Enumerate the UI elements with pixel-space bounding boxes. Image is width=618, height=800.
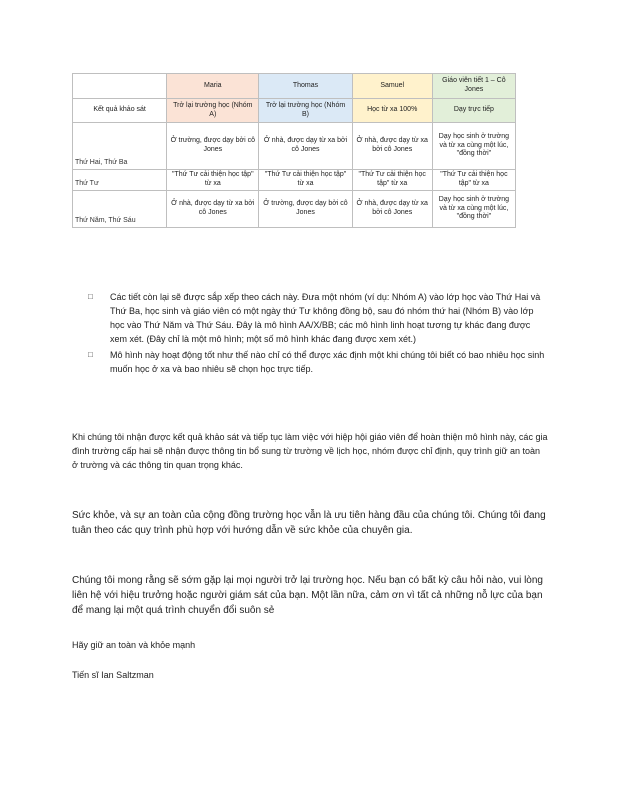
- list-item: [88, 290, 548, 346]
- schedule-table: [72, 73, 516, 228]
- table-cell: "Thứ Tư cải thiện học tập" từ xa: [352, 170, 432, 191]
- bullet-list: [88, 290, 548, 378]
- survey-results-label: Kết quả khảo sát: [73, 99, 167, 123]
- table-cell: "Thứ Tư cải thiện học tập" từ xa: [432, 170, 515, 191]
- table-cell: "Thứ Tư cải thiện học tập" từ xa: [259, 170, 352, 191]
- table-cell: Ở nhà, được dạy từ xa bởi cô Jones: [167, 191, 259, 228]
- table-row: [73, 191, 516, 228]
- table-cell: "Thứ Tư cải thiện học tập" từ xa: [167, 170, 259, 191]
- list-item: [88, 348, 548, 376]
- table-header-row: [73, 74, 516, 99]
- table-corner-cell: [73, 74, 167, 99]
- table-cell: Ở nhà, được dạy từ xa bởi cô Jones: [352, 123, 432, 170]
- table-cell: Ở nhà, được dạy từ xa bởi cô Jones: [259, 123, 352, 170]
- mode-maria: Trở lại trường học (Nhóm A): [167, 99, 259, 123]
- table-cell: Ở trường, được dạy bởi cô Jones: [259, 191, 352, 228]
- bullet-box-icon: □: [88, 350, 93, 359]
- table-cell: Ở trường, được dạy bởi cô Jones: [167, 123, 259, 170]
- paragraph: Khi chúng tôi nhận được kết quả khảo sát và tiếp tục làm việc với hiệp hội giáo viên để hoàn thiện mô hình này, các gia đình trường cấp hai sẽ nhận được thông tin bổ sung từ trường về lịch học, nhóm được chỉ định, quy trình giữ an toàn ở trường và các thông tin quan trọng khác.: [72, 432, 548, 470]
- table-row: [73, 123, 516, 170]
- bullet-box-icon: □: [88, 292, 93, 301]
- row-label: Thứ Năm, Thứ Sáu: [73, 191, 167, 228]
- mode-teacher: Dạy trực tiếp: [432, 99, 515, 123]
- table-row: [73, 99, 516, 123]
- paragraph: Sức khỏe, và sự an toàn của cộng đồng trường học vẫn là ưu tiên hàng đầu của chúng tôi. Chúng tôi đang tuân theo các quy trình phù hợp với hướng dẫn về sức khỏe của chuyên gia.: [72, 510, 546, 536]
- bullet-text: Mô hình này hoạt động tốt như thế nào chỉ có thể được xác định một khi chúng tôi biết có bao nhiêu học sinh muốn học ở xa và bao nhiêu sẽ chọn học trực tiếp.: [110, 350, 545, 374]
- row-label: Thứ Tư: [73, 170, 167, 191]
- header-samuel: Samuel: [352, 74, 432, 99]
- signature-name: Tiến sĩ Ian Saltzman: [72, 670, 154, 680]
- table-cell: Ở nhà, được dạy từ xa bởi cô Jones: [352, 191, 432, 228]
- table-row: [73, 170, 516, 191]
- paragraph: Chúng tôi mong rằng sẽ sớm gặp lại mọi người trở lại trường học. Nếu bạn có bất kỳ câu hỏi nào, vui lòng liên hệ với hiệu trưởng hoặc người giám sát của bạn. Một lần nữa, cảm ơn vì tất cả những nỗ lực của bạn để mang lại một quá trình chuyển đổi suôn sẻ: [72, 575, 543, 616]
- row-label: Thứ Hai, Thứ Ba: [73, 123, 167, 170]
- table-cell: Dạy học sinh ở trường và từ xa cùng một lúc, "đồng thời": [432, 191, 515, 228]
- mode-thomas: Trở lại trường học (Nhóm B): [259, 99, 352, 123]
- mode-samuel: Học từ xa 100%: [352, 99, 432, 123]
- closing-line: Hãy giữ an toàn và khỏe mạnh: [72, 640, 196, 650]
- bullet-text: Các tiết còn lại sẽ được sắp xếp theo cách này. Đưa một nhóm (ví dụ: Nhóm A) vào lớp học vào Thứ Hai và Thứ Ba, học sinh và giáo viên có một ngày thứ Tư không đồng bộ, sau đó nhóm thứ hai (Nhóm B) vào lớp học vào Thứ Năm và Thứ Sáu. Đây là mô hình AA/X/BB; các mô hình linh hoạt tương tự khác đang được xem xét. (Đây chỉ là một mô hình; một số mô hình khác đang được xem xét.): [110, 292, 541, 344]
- header-teacher: Giáo viên tiết 1 – Cô Jones: [432, 74, 515, 99]
- header-maria: Maria: [167, 74, 259, 99]
- table-cell: Dạy học sinh ở trường và từ xa cùng một lúc, "đồng thời": [432, 123, 515, 170]
- header-thomas: Thomas: [259, 74, 352, 99]
